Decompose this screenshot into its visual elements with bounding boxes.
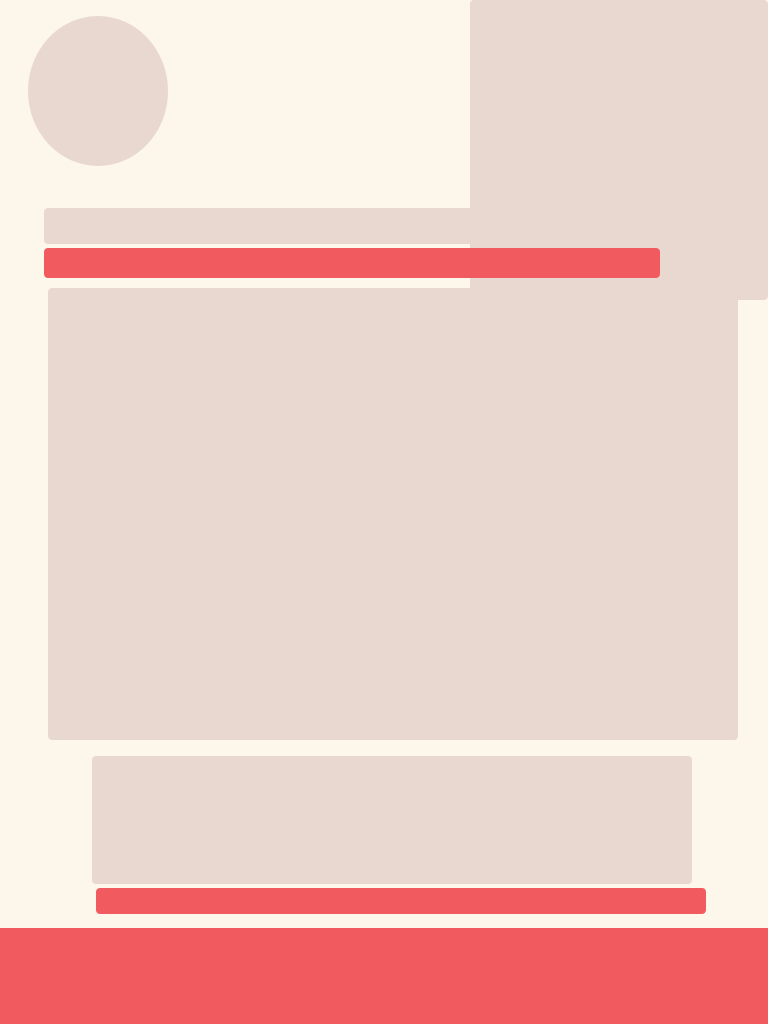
discount-banner-placeholder [96, 888, 706, 914]
section-bar-placeholder [44, 248, 660, 278]
title-placeholder [44, 208, 514, 244]
content-placeholder [48, 288, 738, 740]
footer [0, 928, 768, 1024]
info-block-placeholder [92, 756, 692, 884]
logo-placeholder [28, 16, 168, 166]
